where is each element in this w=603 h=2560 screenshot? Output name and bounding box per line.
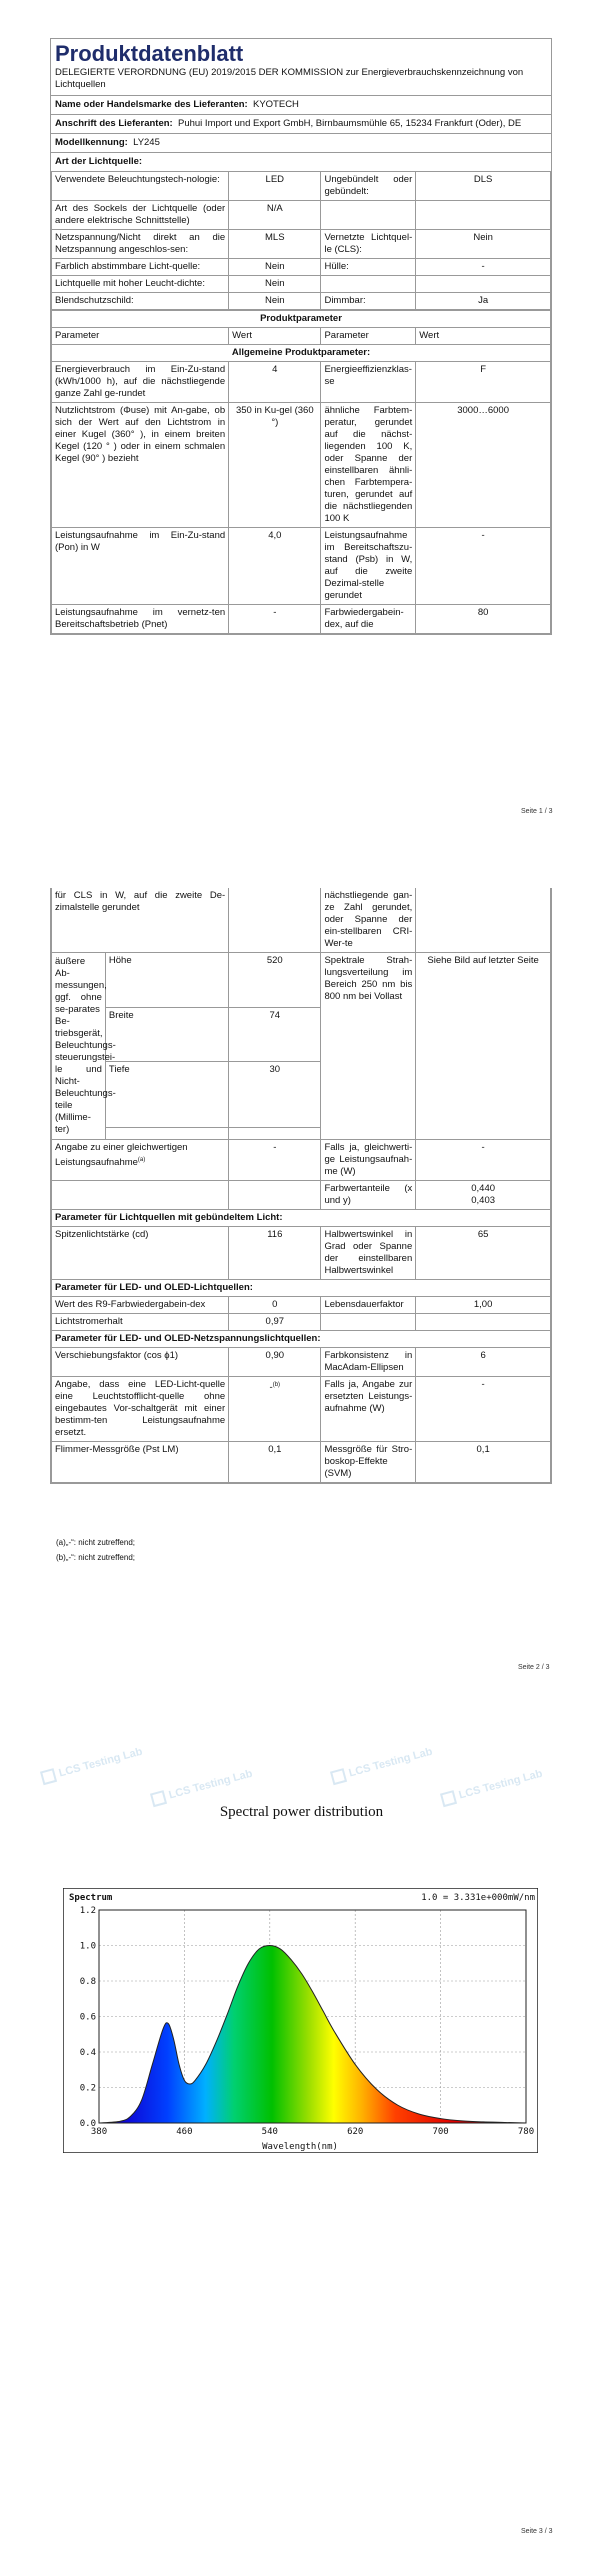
table-row (52, 605, 551, 634)
dimension-depth-value: 30 (229, 1062, 321, 1128)
replacement-c-value: - (416, 1377, 551, 1442)
x-axis-label: Wavelength(nm) (262, 2142, 338, 2152)
general-params-heading-row (52, 345, 551, 362)
table-row (52, 528, 551, 605)
section-led: Parameter für LED- und OLED-Lichtquellen: (52, 1280, 551, 1297)
section-row (52, 1280, 551, 1297)
param-header-b: Wert (229, 328, 321, 345)
cell-b: 350 in Ku-gel (360 °) (229, 403, 321, 528)
displacement-factor-value: 0,90 (229, 1348, 321, 1377)
y-tick-label: 1.0 (79, 1941, 96, 1952)
x-tick-label: 620 (347, 2127, 364, 2137)
table-row (52, 276, 551, 293)
param-header-a: Parameter (52, 328, 229, 345)
datasheet-frame (50, 38, 552, 635)
beam-angle-label: Halbwertswinkel in Grad oder Spanne der einstellbaren Halbwertswinkel (321, 1227, 416, 1280)
svm-value: 0,1 (416, 1442, 551, 1483)
pnet-label-cont: für CLS in W, auf die zweite De-zimalstelle gerundet (52, 888, 229, 953)
table-row (52, 362, 551, 403)
pnet-value-cont (229, 888, 321, 953)
dimension-width-label: Breite (105, 1007, 228, 1062)
footnote-ref-a: (a) (137, 1157, 146, 1163)
dimension-height-label: Höhe (105, 953, 228, 1008)
cell-d: 80 (416, 605, 551, 634)
y-tick-label: 0.2 (79, 2083, 96, 2094)
equiv-power-label (52, 1140, 229, 1181)
page-2 (0, 858, 603, 1708)
cell-b: 4,0 (229, 528, 321, 605)
survival-factor-label: Lebensdauerfaktor (321, 1297, 416, 1314)
cell-d: - (416, 528, 551, 605)
cell-d: Nein (416, 230, 551, 259)
supplier-row (51, 96, 551, 115)
light-source-type-label: Art der Lichtquelle: (55, 156, 143, 167)
table-row (52, 1377, 551, 1442)
chromaticity-x: 0,440 (471, 1183, 496, 1194)
param-header-row (52, 328, 551, 345)
model-label: Modellkennung: (55, 137, 128, 148)
watermark-logo (150, 1767, 254, 1807)
cell-d (416, 201, 551, 230)
light-source-table (51, 171, 551, 310)
empty-cell (416, 1314, 551, 1331)
cell-c: Vernetzte Lichtquel-le (CLS): (321, 230, 416, 259)
empty-cell (229, 1181, 321, 1210)
table-row (52, 1140, 551, 1181)
table-row (52, 1297, 551, 1314)
page-title: Produktdatenblatt (55, 41, 244, 66)
cell-b: 4 (229, 362, 321, 403)
product-params-heading: Produktparameter (52, 311, 551, 328)
cell-d: - (416, 259, 551, 276)
cell-c: Hülle: (321, 259, 416, 276)
supplier-label: Name oder Handelsmarke des Lieferanten: (55, 99, 248, 110)
watermark-logo (330, 1745, 434, 1785)
macadam-value: 6 (416, 1348, 551, 1377)
section-mains: Parameter für LED- und OLED-Netzspannungslichtquellen: (52, 1331, 551, 1348)
cell-a: Nutzlichtstrom (Φuse) mit An-gabe, ob sich der Wert auf den Lichtstrom in einer Kugel (360° ), in einem breiten Kegel (120 ° ) oder in einem schmalen Kegel (90° ) bezieht (52, 403, 229, 528)
cell-c (321, 276, 416, 293)
x-tick-label: 700 (432, 2127, 449, 2137)
table-row (52, 259, 551, 276)
peak-intensity-label: Spitzenlichtstärke (cd) (52, 1227, 229, 1280)
chart-title: Spectral power distribution (219, 1804, 384, 1820)
watermark-text: LCS Testing Lab (347, 1745, 434, 1780)
product-params-table (51, 310, 551, 634)
equiv-power-c-label: Falls ja, gleichwerti-ge Leistungsaufnah-me (W) (321, 1140, 416, 1181)
general-params-heading: Allgemeine Produktparameter: (52, 345, 551, 362)
table-row (52, 230, 551, 259)
regulation-subtitle: DELEGIERTE VERORDNUNG (EU) 2019/2015 DER KOMMISSION zur Energieverbrauchskennzeichnung von Lichtquellen (51, 67, 551, 96)
chromaticity-y: 0,403 (471, 1195, 496, 1206)
dimension-depth-label: Tiefe (105, 1062, 228, 1128)
svm-label: Messgröße für Stro-boskop-Effekte (SVM) (321, 1442, 416, 1483)
replacement-label: Angabe, dass eine LED-Licht-quelle eine Leuchtstofflicht-quelle ohne eingebautes Vor-schaltgerät mit einer bestimm-ten Leistungsaufnahme ersetzt. (52, 1377, 229, 1442)
equiv-power-label-text: Angabe zu einer gleichwertigen Leistungsaufnahme (55, 1142, 188, 1169)
equiv-power-value: - (229, 1140, 321, 1181)
watermark-logo (440, 1767, 544, 1807)
x-tick-label: 380 (90, 2127, 108, 2137)
footnote-ref-b: (b) (272, 1382, 281, 1388)
table-row (52, 1314, 551, 1331)
watermark-box-icon (330, 1768, 347, 1785)
address-value: Puhui Import und Export GmbH, Birnbaumsmühle 65, 15234 Frankfurt (Oder), DE (178, 118, 522, 129)
cell-b: MLS (229, 230, 321, 259)
cell-a: Energieverbrauch im Ein-Zu-stand (kWh/1000 h), auf die nächstliegende ganze Zahl ge-rundet (52, 362, 229, 403)
table-row (52, 888, 551, 953)
replacement-c-label: Falls ja, Angabe zur ersetzten Leistungs-aufnahme (W) (321, 1377, 416, 1442)
chromaticity-value (416, 1181, 551, 1210)
footnote-b: (b)„-“: nicht zutreffend; (56, 1553, 135, 1562)
dimension-spacer-value (229, 1128, 321, 1140)
cell-a: Leistungsaufnahme im vernetz-ten Bereitschaftsbetrieb (Pnet) (52, 605, 229, 634)
param-header-c: Parameter (321, 328, 416, 345)
x-tick-label: 460 (176, 2127, 193, 2137)
cell-b: LED (229, 172, 321, 201)
x-tick-label: 780 (517, 2127, 535, 2137)
cell-a: Blendschutzschild: (52, 293, 229, 310)
cell-c (321, 201, 416, 230)
cell-a: Leistungsaufnahme im Ein-Zu-stand (Pon) in W (52, 528, 229, 605)
dimension-width-value: 74 (229, 1007, 321, 1062)
cell-d: Ja (416, 293, 551, 310)
cell-a: Lichtquelle mit hoher Leucht-dichte: (52, 276, 229, 293)
watermark-box-icon (40, 1768, 57, 1785)
spectrum-chart (63, 1888, 538, 2153)
flicker-value: 0,1 (229, 1442, 321, 1483)
cell-b: Nein (229, 276, 321, 293)
params-table-continued (51, 888, 551, 1483)
watermark-text: LCS Testing Lab (167, 1767, 254, 1802)
spd-label: Spektrale Strah-lungsverteilung im Bereich 250 nm bis 800 nm bei Vollast (321, 953, 416, 1140)
watermark-text: LCS Testing Lab (57, 1745, 144, 1780)
lumen-maintenance-label: Lichtstromerhalt (52, 1314, 229, 1331)
section-directional: Parameter für Lichtquellen mit gebündeltem Licht: (52, 1210, 551, 1227)
cell-d (416, 276, 551, 293)
model-value: LY245 (133, 137, 160, 148)
cell-c: ähnliche Farbtem-peratur, gerundet auf die nächst-liegenden 100 K, oder Spanne der einstellbaren ähnli-chen Farbtempera-turen, gerundet auf die nächstliegenden 100 K (321, 403, 416, 528)
table-row (52, 172, 551, 201)
x-tick-label: 540 (261, 2127, 278, 2137)
y-tick-label: 0.0 (79, 2119, 96, 2129)
peak-intensity-value: 116 (229, 1227, 321, 1280)
replacement-value-text: - (269, 1382, 273, 1394)
footnote-a: (a)„-“: nicht zutreffend; (56, 1538, 135, 1547)
page-number: Seite 1 / 3 (521, 808, 553, 815)
address-row (51, 115, 551, 134)
table-row (52, 403, 551, 528)
lumen-maintenance-value: 0,97 (229, 1314, 321, 1331)
dimension-height-value: 520 (229, 953, 321, 1008)
macadam-label: Farbkonsistenz in MacAdam-Ellipsen (321, 1348, 416, 1377)
table-row (52, 201, 551, 230)
survival-factor-value: 1,00 (416, 1297, 551, 1314)
empty-cell (52, 1181, 229, 1210)
r9-value: 0 (229, 1297, 321, 1314)
cell-c: Energieeffizienzklas-se (321, 362, 416, 403)
dimensions-label: äußere Ab-messungen, ggf. ohne se-parates Be-triebsgerät, Beleuchtungs-steuerungstei-le und Nicht-Beleuchtungs-teile (Millime-ter) (52, 953, 106, 1140)
cell-c: Leistungsaufnahme im Bereitschaftszu-stand (Psb) in W, auf die zweite Dezimal-stelle gerundet (321, 528, 416, 605)
section-row (52, 1210, 551, 1227)
table-row (52, 293, 551, 310)
datasheet-frame-continued (50, 888, 552, 1484)
spd-value: Siehe Bild auf letzter Seite (416, 953, 551, 1140)
table-row (52, 1181, 551, 1210)
cell-d: 3000…6000 (416, 403, 551, 528)
cell-d: DLS (416, 172, 551, 201)
table-row (52, 1348, 551, 1377)
scale-note: 1.0 = 3.331e+000mW/nm (421, 1893, 535, 1903)
chromaticity-label: Farbwertanteile (x und y) (321, 1181, 416, 1210)
y-tick-label: 1.2 (79, 1906, 96, 1916)
cri-label-cont: nächstliegende gan-ze Zahl gerundet, oder Spanne der ein-stellbaren CRI-Wer-te (321, 888, 416, 953)
cell-c: Farbwiedergabein-dex, auf die (321, 605, 416, 634)
light-source-type-row (51, 153, 551, 171)
page-number: Seite 3 / 3 (521, 2528, 553, 2535)
watermark-text: LCS Testing Lab (457, 1767, 544, 1802)
cell-c: Ungebündelt oder gebündelt: (321, 172, 416, 201)
cell-b: - (229, 605, 321, 634)
cell-a: Verwendete Beleuchtungstech-nologie: (52, 172, 229, 201)
y-tick-label: 0.6 (79, 2012, 96, 2023)
watermark-logo (40, 1745, 144, 1785)
model-row (51, 134, 551, 153)
table-row (52, 1442, 551, 1483)
beam-angle-value: 65 (416, 1227, 551, 1280)
param-header-d: Wert (416, 328, 551, 345)
cri-value-cont (416, 888, 551, 953)
r9-label: Wert des R9-Farbwiedergabein-dex (52, 1297, 229, 1314)
displacement-factor-label: Verschiebungsfaktor (cos ϕ1) (52, 1348, 229, 1377)
section-row (52, 1331, 551, 1348)
product-params-heading-row (52, 311, 551, 328)
cell-a: Art des Sockels der Lichtquelle (oder andere elektrische Schnittstelle) (52, 201, 229, 230)
y-tick-label: 0.4 (79, 2048, 96, 2058)
empty-cell (321, 1314, 416, 1331)
panel-label: Spectrum (69, 1893, 113, 1903)
page-number: Seite 2 / 3 (518, 1664, 550, 1671)
cell-d: F (416, 362, 551, 403)
cell-b: Nein (229, 293, 321, 310)
address-label: Anschrift des Lieferanten: (55, 118, 173, 129)
cell-b: Nein (229, 259, 321, 276)
cell-c: Dimmbar: (321, 293, 416, 310)
cell-b: N/A (229, 201, 321, 230)
page-1 (0, 0, 603, 858)
flicker-label: Flimmer-Messgröße (Pst LM) (52, 1442, 229, 1483)
replacement-value (229, 1377, 321, 1442)
table-row (52, 1227, 551, 1280)
supplier-value: KYOTECH (253, 99, 299, 110)
page-3 (0, 1708, 603, 2560)
equiv-power-c-value: - (416, 1140, 551, 1181)
y-tick-label: 0.8 (79, 1977, 96, 1987)
cell-a: Farblich abstimmbare Licht-quelle: (52, 259, 229, 276)
cell-a: Netzspannung/Nicht direkt an die Netzspannung angeschlos-sen: (52, 230, 229, 259)
table-row (52, 953, 551, 1008)
dimension-spacer (105, 1128, 228, 1140)
